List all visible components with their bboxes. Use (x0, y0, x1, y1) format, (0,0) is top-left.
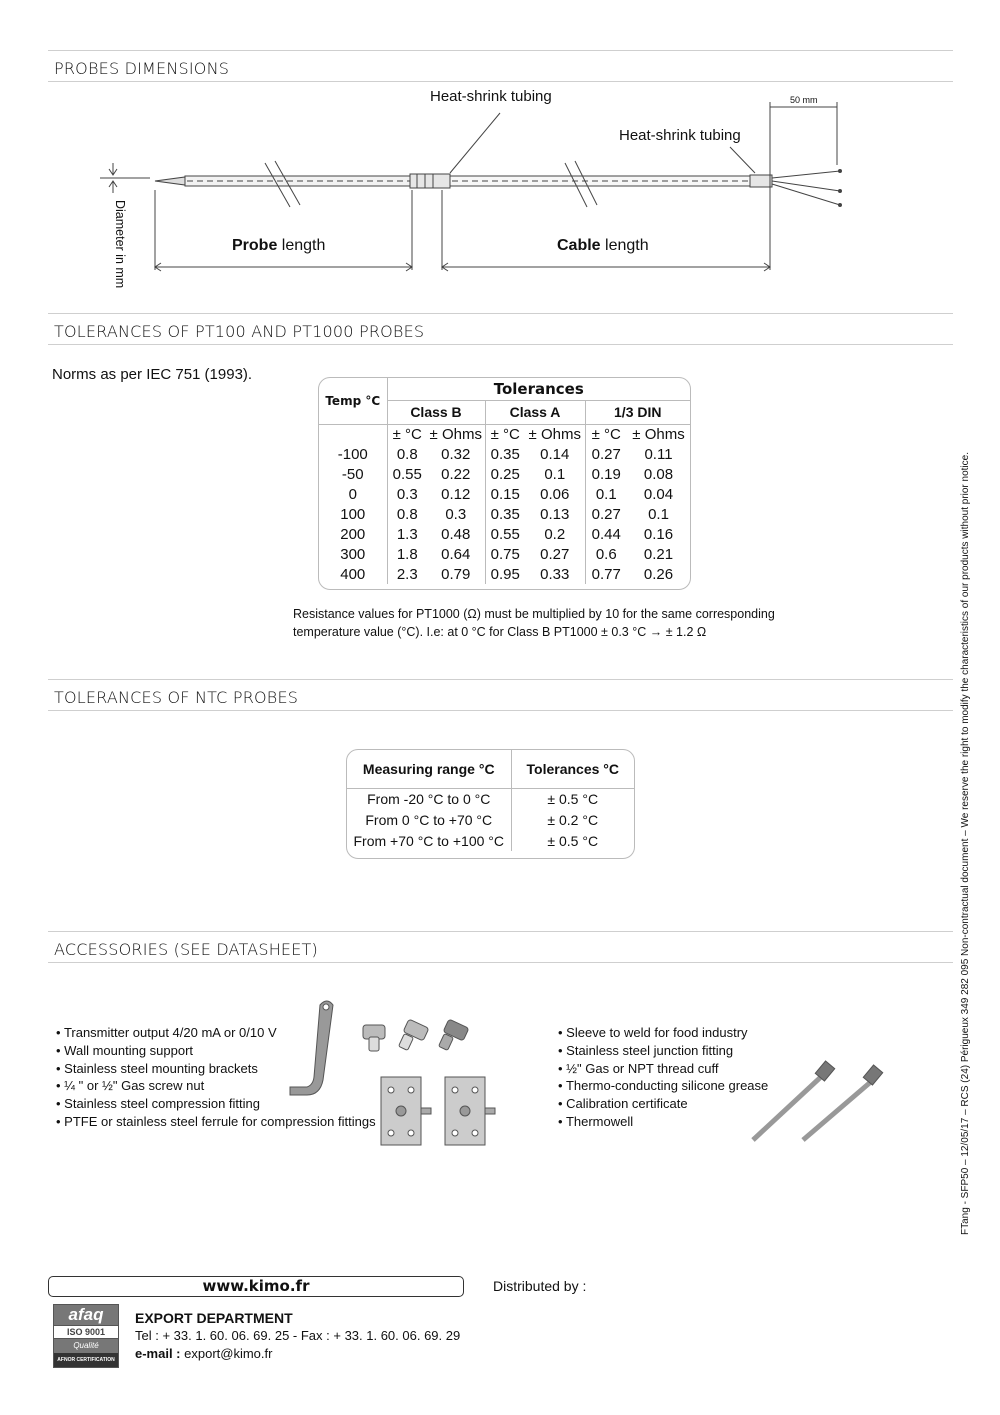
section-pt-tolerances (48, 313, 953, 345)
unit-cell: ± °C (591, 425, 621, 443)
range-cell: From -20 °C to 0 °C (347, 788, 511, 809)
tolerance-cell: ± 0.5 °C (547, 832, 599, 849)
table-row (319, 564, 690, 584)
value-cell: 0.8 (396, 505, 418, 523)
probe-length-label: Probe length (232, 237, 326, 254)
section-probes-dimensions (48, 50, 953, 82)
logo-qualite-text: Qualité (54, 1339, 118, 1353)
section-title: PROBES DIMENSIONS (54, 59, 230, 78)
list-item: • Calibration certificate (558, 1095, 768, 1113)
list-item: • Transmitter output 4/20 mA or 0/10 V (56, 1024, 376, 1042)
value-cell: 0.95 (490, 565, 520, 583)
note-line: Resistance values for PT1000 (Ω) must be multiplied by 10 for the same corresponding (293, 607, 775, 621)
section-title: TOLERANCES OF NTC PROBES (54, 688, 299, 707)
logo-iso-text: ISO 9001 (54, 1325, 118, 1339)
list-item: • PTFE or stainless steel ferrule for compression fittings (56, 1113, 376, 1131)
value-cell: 0.13 (525, 504, 585, 524)
probe-dimension-diagram (95, 85, 855, 300)
cable-length-label: Cable length (557, 237, 649, 254)
list-item: • Thermowell (558, 1113, 768, 1131)
value-cell: 0.27 (525, 544, 585, 564)
table-row (319, 444, 690, 464)
value-cell: 1.8 (396, 545, 418, 563)
pt1000-note (293, 605, 775, 641)
value-cell: 2.3 (396, 565, 418, 583)
section-title: ACCESSORIES (SEE DATASHEET) (54, 940, 318, 959)
afaq-logo (53, 1304, 119, 1368)
list-item: • Stainless steel compression fitting (56, 1095, 376, 1113)
list-item: • Thermo-conducting silicone grease (558, 1077, 768, 1095)
value-cell: 0.48 (427, 524, 485, 544)
value-cell: 0.08 (643, 465, 674, 483)
temp-cell: 100 (319, 504, 387, 524)
value-cell: 0.1 (525, 464, 585, 484)
value-cell: 0.6 (595, 545, 617, 563)
value-cell: 0.35 (490, 505, 520, 523)
note-line: temperature value (°C). I.e: at 0 °C for Class B PT1000 ± 0.3 °C → ± 1.2 Ω (293, 625, 707, 639)
list-item: • ½" Gas or NPT thread cuff (558, 1060, 768, 1078)
accessories-right-list (558, 1024, 768, 1131)
list-item: • Stainless steel junction fitting (558, 1042, 768, 1060)
value-cell: 0.2 (525, 524, 585, 544)
accessories-left-images (285, 995, 505, 1150)
value-cell: 0.27 (591, 445, 621, 463)
value-cell: 0.35 (490, 445, 520, 463)
unit-cell: ± Ohms (632, 425, 685, 443)
value-cell: 0.79 (427, 564, 485, 584)
unit-cell: ± Ohms (525, 424, 585, 444)
distributed-by: Distributed by : (493, 1278, 587, 1294)
table-row (319, 464, 690, 484)
value-cell: 0.26 (643, 565, 674, 583)
value-cell: 0.77 (591, 565, 621, 583)
table-row (319, 484, 690, 504)
tolerance-cell: ± 0.2 °C (547, 811, 599, 828)
units-row (319, 424, 690, 444)
tolerance-cell: ± 0.5 °C (547, 790, 599, 807)
tolerances-header: Tolerances (387, 378, 690, 400)
table-row (347, 809, 634, 830)
ntc-tolerance-header: Tolerances °C (511, 750, 634, 788)
value-cell: 0.75 (490, 545, 520, 563)
temp-cell: 400 (319, 564, 387, 584)
pt-tolerance-table (318, 377, 691, 590)
value-cell: 0.64 (427, 544, 485, 564)
value-cell: 0.32 (427, 444, 485, 464)
export-department: EXPORT DEPARTMENT (135, 1310, 293, 1326)
value-cell: 0.21 (643, 545, 674, 563)
diameter-label: Diameter in mm (113, 200, 127, 289)
temp-cell: -50 (319, 464, 387, 484)
value-cell: 0.1 (595, 485, 617, 503)
list-item: • Wall mounting support (56, 1042, 376, 1060)
value-cell: 0.11 (644, 445, 673, 463)
logo-afaq-text: afaq (54, 1305, 118, 1325)
norms-text: Norms as per IEC 751 (1993). (52, 366, 253, 383)
value-cell: 0.55 (392, 465, 422, 483)
value-cell: 0.25 (490, 465, 520, 483)
table-row (319, 544, 690, 564)
unit-cell: ± °C (392, 425, 422, 443)
email-label: e-mail : (135, 1346, 181, 1361)
value-cell: 0.22 (427, 464, 485, 484)
table-row (319, 524, 690, 544)
list-item: • ¼ " or ½" Gas screw nut (56, 1077, 376, 1095)
range-cell: From 0 °C to +70 °C (347, 809, 511, 830)
din-header: 1/3 DIN (585, 400, 690, 424)
list-item: • Sleeve to weld for food industry (558, 1024, 768, 1042)
value-cell: 0.27 (591, 505, 621, 523)
class-a-header: Class A (485, 400, 585, 424)
value-cell: 0.44 (591, 525, 621, 543)
table-row (347, 788, 634, 809)
value-cell: 0.04 (643, 485, 674, 503)
dimension-50mm-label: 50 mm (790, 95, 818, 105)
value-cell: 0.55 (490, 525, 520, 543)
temp-cell: 200 (319, 524, 387, 544)
table-row (347, 830, 634, 851)
list-item: • Stainless steel mounting brackets (56, 1060, 376, 1078)
section-accessories (48, 931, 953, 963)
value-cell: 0.12 (427, 484, 485, 504)
value-cell: 0.3 (396, 485, 418, 503)
value-cell: 0.14 (525, 444, 585, 464)
value-cell: 0.3 (427, 504, 485, 524)
temp-cell: -100 (319, 444, 387, 464)
website-link[interactable]: www.kimo.fr (48, 1276, 464, 1297)
value-cell: 1.3 (396, 525, 418, 543)
section-ntc-tolerances (48, 679, 953, 711)
temp-cell: 0 (319, 484, 387, 504)
tel-fax: Tel : + 33. 1. 60. 06. 69. 25 - Fax : + 33. 1. 60. 06. 69. 29 (135, 1328, 461, 1343)
value-cell: 0.15 (490, 485, 520, 503)
measuring-range-header: Measuring range °C (347, 750, 511, 788)
email-address[interactable]: export@kimo.fr (180, 1346, 273, 1361)
table-row (319, 504, 690, 524)
class-b-header: Class B (387, 400, 485, 424)
value-cell: 0.19 (591, 465, 621, 483)
value-cell: 0.1 (648, 505, 669, 523)
value-cell: 0.06 (525, 484, 585, 504)
heat-shrink-label-2: Heat-shrink tubing (619, 127, 741, 144)
logo-afnor-text: AFNOR CERTIFICATION (54, 1353, 118, 1367)
ntc-tolerance-table (346, 749, 635, 859)
range-cell: From +70 °C to +100 °C (347, 830, 511, 851)
temp-header: Temp °C (319, 378, 387, 424)
unit-cell: ± Ohms (427, 424, 485, 444)
value-cell: 0.16 (643, 525, 674, 543)
unit-cell: ± °C (490, 425, 520, 443)
email-line (135, 1346, 272, 1361)
side-legal-note: FTang - SFP50 – 12/05/17 – RCS (24) Périgueux 349 282 095 Non-contractual document – We reserve the right to modify the characteristics of our products without prior notice. (960, 451, 971, 1235)
heat-shrink-label-1: Heat-shrink tubing (430, 88, 552, 105)
thermowell-images (745, 1055, 885, 1150)
value-cell: 0.8 (396, 445, 418, 463)
temp-cell: 300 (319, 544, 387, 564)
value-cell: 0.33 (525, 564, 585, 584)
section-title: TOLERANCES OF PT100 AND PT1000 PROBES (54, 322, 425, 341)
